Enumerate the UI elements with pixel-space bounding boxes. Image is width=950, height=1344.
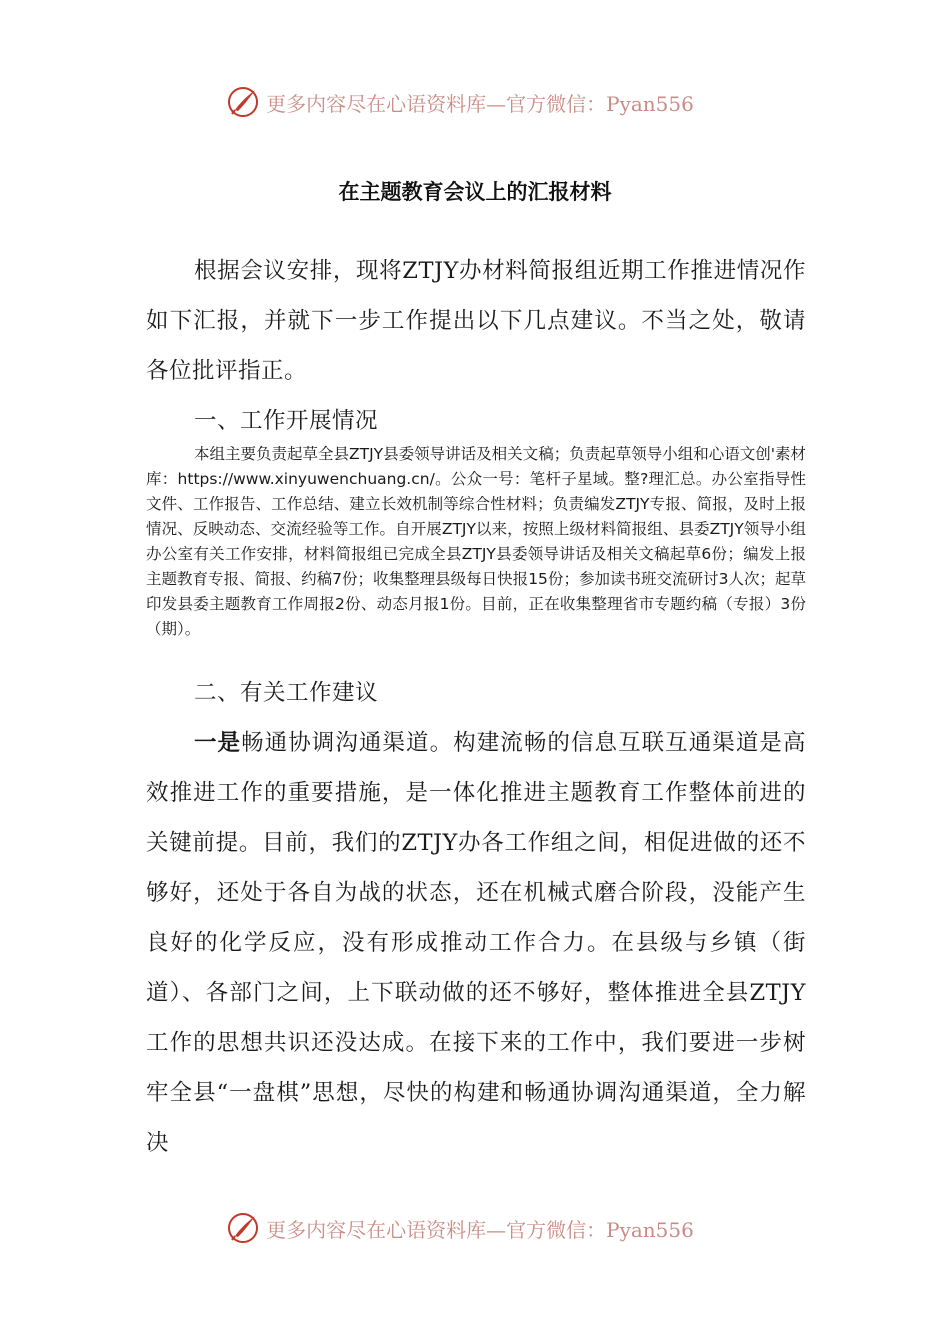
point-1-paragraph (146, 718, 806, 1168)
quill-pen-logo-icon (226, 85, 260, 119)
watermark-text: 更多内容尽在心语资料库—官方微信：Pyan556 (266, 1217, 694, 1242)
section-1-paragraph: 本组主要负责起草全县ZTJY县委领导讲话及相关文稿；负责起草领导小组和心语文创'素材库：https://www.xinyuwenchuang.cn/。公众一号：笔杆子星域。整?理汇总。办公室指导性文件、工作报告、工作总结、建立长效机制等综合性材料；负责编发ZTJY专报、简报，及时上报情况、反映动态、交流经验等工作。自开展ZTJY以来，按照上级材料简报组、县委ZTJY领导小组办公室有关工作安排，材料简报组已完成全县ZTJY县委领导讲话及相关文稿起草6份；编发上报主题教育专报、简报、约稿7份；收集整理县级每日快报15份；参加读书班交流研讨3人次；起草印发县委主题教育工作周报2份、动态月报1份。目前，正在收集整理省市专题约稿（专报）3份（期）。 (146, 445, 806, 638)
point-1-body: 畅通协调沟通渠道。构建流畅的信息互联互通渠道是高效推进工作的重要措施，是一体化推进主题教育工作整体前进的关键前提。目前，我们的ZTJY办各工作组之间，相促进做的还不够好，还处于各自为战的状态，还在机械式磨合阶段，没能产生良好的化学反应，没有形成推动工作合力。在县级与乡镇（街道）、各部门之间，上下联动做的还不够好，整体推进全县ZTJY工作的思想共识还没达成。在接下来的工作中，我们要进一步树牢全县“一盘棋”思想，尽快的构建和畅通协调沟通渠道，全力解决 (146, 730, 806, 1156)
document-title: 在主题教育会议上的汇报材料 (338, 180, 612, 204)
intro-paragraph: 根据会议安排，现将ZTJY办材料简报组近期工作推进情况作如下汇报，并就下一步工作提出以下几点建议。不当之处，敬请各位批评指正。 (146, 258, 806, 384)
top-watermark-banner (0, 82, 950, 122)
bottom-watermark-banner (0, 1208, 950, 1248)
quill-pen-logo-icon (226, 1211, 260, 1245)
point-1-lead: 一是 (194, 730, 242, 756)
section-heading-1: 一、工作开展情况 (194, 408, 379, 434)
section-heading-2: 二、有关工作建议 (194, 680, 379, 706)
watermark-text: 更多内容尽在心语资料库—官方微信：Pyan556 (266, 91, 694, 116)
